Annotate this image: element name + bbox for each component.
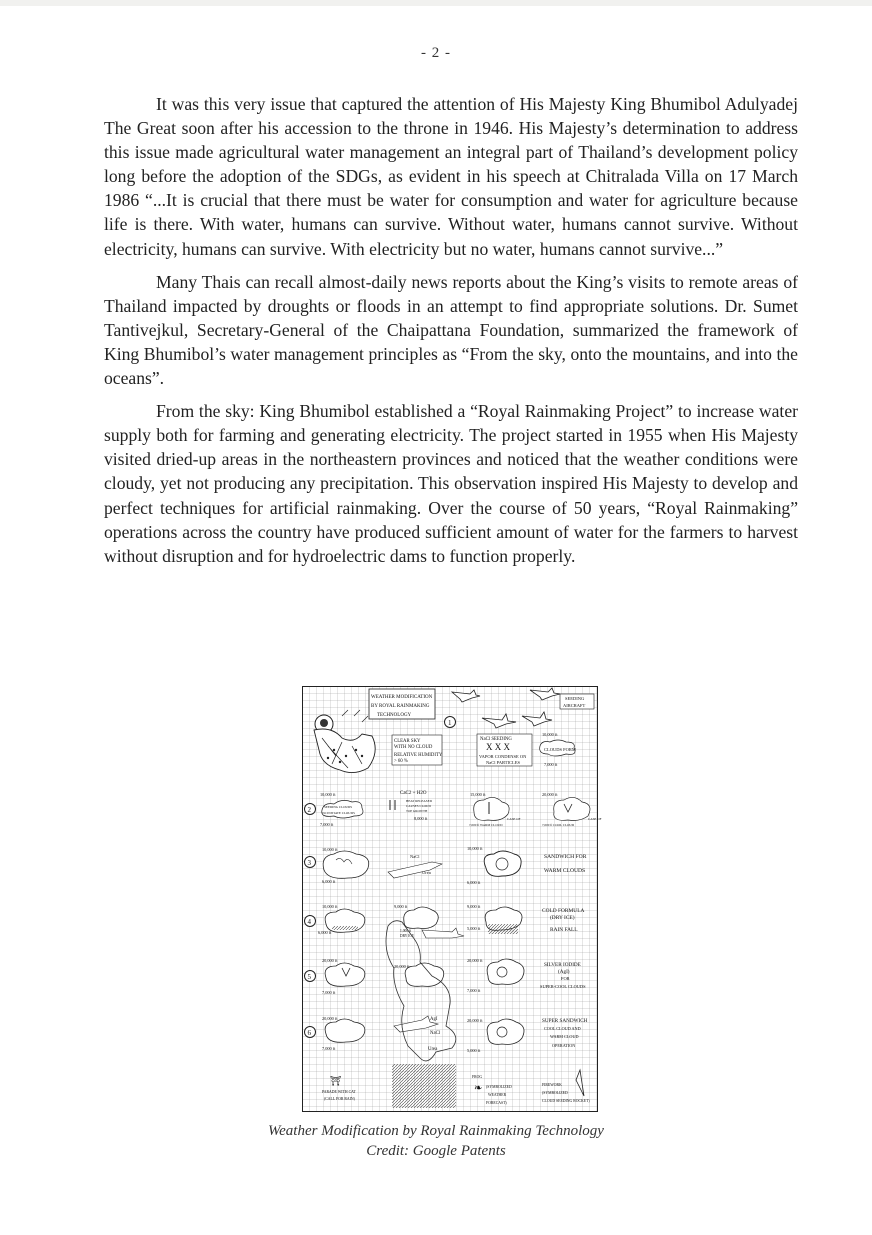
parade-1: PARADE WITH CAT — [322, 1090, 356, 1094]
case-warm-2: 7,000 ft WARM CLOUD — [469, 823, 503, 827]
heat-released-1: HEAT RELEASED — [406, 799, 433, 803]
rainmaking-figure — [302, 686, 602, 1112]
seeding-aircraft-2: AIRCRAFT — [563, 703, 586, 708]
step3-alt-6k: 6,000 ft — [467, 880, 481, 885]
step2-alt-low: 7,000 ft — [320, 822, 334, 827]
dry-ice-1: 1,000 ft — [400, 929, 412, 933]
parade-glyph: ⛩ — [330, 1076, 342, 1086]
parade-2: (CALL FOR RAIN) — [324, 1097, 355, 1101]
firework-1: FIREWORK — [542, 1083, 562, 1087]
document-page — [0, 6, 872, 1235]
vapor-1: VAPOR CONDENSE ON — [479, 754, 527, 759]
step6-label-3: WARM CLOUD — [550, 1034, 579, 1039]
step5-alt-high: 20,000 ft — [322, 958, 338, 963]
step1-alt-low: 7,000 ft — [544, 762, 558, 767]
figure-credit: Credit: Google Patents — [366, 1143, 506, 1159]
step6-urea: Urea — [428, 1047, 438, 1052]
step6-label-2: COOL CLOUD AND — [544, 1026, 581, 1031]
step4-alt-5k: 5,000 ft — [467, 926, 481, 931]
step2-alt-mid: 8,000 ft — [414, 816, 428, 821]
clouds-form: CLOUDS FORM — [544, 747, 576, 752]
step5-label-2: (AgI) — [558, 969, 570, 975]
seeding-aircraft-1: SEEDING — [565, 696, 585, 701]
step4-label-3: RAIN FALL — [550, 927, 578, 933]
firework-2: (SYMBOLIZED — [542, 1091, 568, 1095]
figure-title-1: WEATHER MODIFICATION — [371, 695, 433, 700]
step-number-6: 6 — [307, 1029, 311, 1037]
step4-alt-9k-b: 9,000 ft — [467, 904, 481, 909]
step5-label-1: SILVER IODIDE — [544, 962, 581, 968]
step3-nacl: NaCl — [410, 854, 420, 859]
page-number: - 2 - — [421, 45, 451, 61]
x-mark-row: X X X — [486, 742, 510, 752]
step4-label-2: (DRY ICE) — [550, 915, 575, 921]
seeding-clouds-1: SEEDING CLOUDS — [324, 805, 353, 809]
step5-alt-mid: 20,000 ft — [394, 964, 410, 969]
step6-alt-high: 20,000 ft — [322, 1016, 338, 1021]
frog-glyph: ❧ — [474, 1083, 483, 1094]
heat-released-3: TOP GROWTH — [406, 809, 428, 813]
step6-nacl: NaCl — [430, 1031, 441, 1036]
clear-sky-3: RELATIVE HUMIDITY — [394, 753, 443, 758]
clear-sky-4: > 60 % — [394, 759, 408, 764]
step5-alt-20k-b: 20,000 ft — [467, 958, 483, 963]
paragraph-2: Many Thais can recall almost-daily news reports about the King’s visits to remote areas of Thailand impacted by droughts or floods in an attempt to find appropriate solutions. Dr. Sumet Tantivejkul, Secretary-General of the Chaipattana Foundation, summarized the framework of King Bhumibol’s water management principles as “From the sky, onto the mountains, and into the oceans”. — [104, 271, 798, 389]
frog-4: FORECAST) — [486, 1101, 507, 1105]
step3-label-2: WARM CLOUDS — [544, 868, 586, 874]
step6-label-1: SUPER SANDWICH — [542, 1018, 588, 1024]
step5-alt-7k-b: 7,000 ft — [467, 988, 481, 993]
step3-alt-low: 6,000 ft — [322, 879, 336, 884]
figure-caption: Weather Modification by Royal Rainmaking Technology — [268, 1123, 604, 1139]
vapor-2: NaCl PARTICLES — [486, 760, 520, 765]
step-number-5: 5 — [307, 973, 311, 981]
step6-agi: AgI — [430, 1017, 438, 1022]
clear-sky-1: CLEAR SKY — [394, 739, 421, 744]
paragraph-1: It was this very issue that captured the attention of His Majesty King Bhumibol Adulyadej The Great soon after his accession to the throne in 1946. His Majesty’s determination to address this issue made agricultural water management an integral part of Thailand’s development policy long before the adoption of the SDGs, as evident in his speech at Chitralada Villa on 17 March 1986 “...It is crucial that there must be water for consumption and water for agriculture because life is there. With water, humans can survive. Without water, humans cannot survive. Without electricity, humans can survive. With electricity but no water, humans cannot survive...” — [104, 94, 798, 259]
body-text — [104, 92, 798, 577]
step6-alt-5k: 5,000 ft — [467, 1048, 481, 1053]
step4-alt-9k: 9,000 ft — [394, 904, 408, 909]
rainmaking-diagram — [302, 686, 602, 1112]
step5-alt-low: 7,000 ft — [322, 990, 336, 995]
step2-alt-20k: 20,000 ft — [542, 792, 558, 797]
seeding-clouds-2: TO INITIATE CLOUDS — [322, 811, 355, 815]
step4-alt-high: 10,000 ft — [322, 904, 338, 909]
step6-alt-20k-b: 20,000 ft — [467, 1018, 483, 1023]
nacl-seeding: NaCl SEEDING — [480, 737, 512, 742]
heat-released-2: CAUSES CLOUD — [406, 804, 431, 808]
step6-alt-low: 7,000 ft — [322, 1046, 336, 1051]
step-number-2: 2 — [307, 806, 311, 814]
figure-title-3: TECHNOLOGY — [377, 713, 412, 718]
step-number-4: 4 — [307, 918, 311, 926]
step2-alt-high: 10,000 ft — [320, 792, 336, 797]
step5-label-4: SUPER-COOL CLOUDS — [540, 984, 586, 989]
dry-ice-2: DRY ICE — [400, 934, 414, 938]
figure-title-2: BY ROYAL RAINMAKING — [371, 704, 430, 709]
step2-alt-15k: 15,000 ft — [470, 792, 486, 797]
step5-label-3: FOR — [561, 976, 570, 981]
hatched-area — [392, 1064, 456, 1108]
clear-sky-2: WITH NO CLOUD — [394, 745, 433, 750]
paragraph-3: From the sky: King Bhumibol established a “Royal Rainmaking Project” to increase water supply both for farming and generating electricity. The project started in 1955 when His Majesty visited dried-up areas in the northeastern provinces and noticed that the weather conditions were cloudy, yet not producing any precipitation. This observation inspired His Majesty to develop and perfect techniques for artificial rainmaking. Over the course of 50 years, “Royal Rainmaking” operations across the country have produced sufficient amount of water for the farmers to harvest without disruption and for hydroelectric dams to function properly. — [104, 401, 798, 566]
case-cool-2: 7,000 ft COOL CLOUD — [542, 823, 575, 827]
frog-2: (SYMBOLIZED — [486, 1085, 512, 1089]
step6-label-4: OPERATION — [552, 1043, 576, 1048]
step3-urea: Urea — [422, 870, 431, 875]
step3-alt-high: 10,000 ft — [322, 847, 338, 852]
case-cool-1: CASE OF — [588, 817, 602, 821]
step3-alt-10k: 10,000 ft — [467, 846, 483, 851]
firework-3: CLOUD SEEDING ROCKET) — [542, 1099, 590, 1103]
step4-alt-low: 6,000 ft — [318, 930, 332, 935]
frog-3: WEATHER — [488, 1093, 507, 1097]
step-number-1: 1 — [448, 719, 452, 727]
step1-alt-high: 10,000 ft — [542, 732, 558, 737]
step4-label-1: COLD FORMULA — [542, 908, 585, 914]
step-number-3: 3 — [307, 859, 311, 867]
frog-1: FROG — [472, 1075, 483, 1079]
case-warm-1: CASE OF — [507, 817, 521, 821]
step3-label-1: SANDWICH FOR — [544, 854, 587, 860]
cac2-formula: CaC2 + H2O — [400, 791, 427, 796]
